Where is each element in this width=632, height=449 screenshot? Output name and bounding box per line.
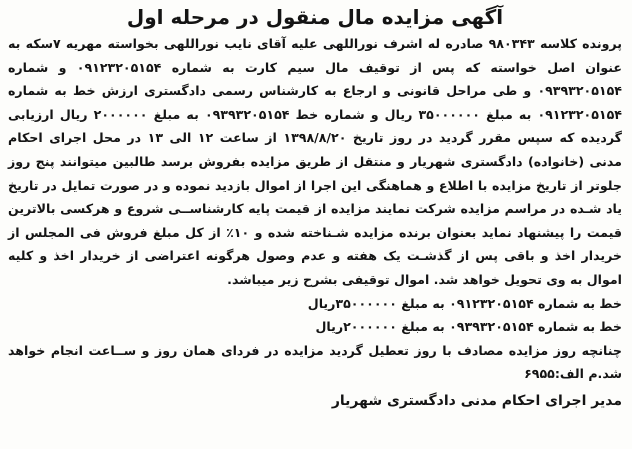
- notice-body: پرونده کلاسه ۹۸۰۳۴۳ صادره له اشرف نوراللهی علیه آقای نایب نوراللهی بخواسته مهریه ۷سکه به عنوان اصل خواسته که پس از توقیف مال سیم کارت به شماره ۰۹۱۲۳۲۰۵۱۵۴ و شماره ۰۹۳۹۳۲۰۵۱۵۴ و طی مراحل قانونی و ارجاع به کارشناس رسمی دادگستری ارزش خط به شماره ۰۹۱۲۳۲۰۵۱۵۴ به مبلغ ۳۵۰۰۰۰۰۰ ریال و شماره خط ۰۹۳۹۳۲۰۵۱۵۴ به مبلغ ۲۰۰۰۰۰۰ ریال ارزیابی گردیده که سپس مقرر گردید در روز تاریخ ۱۳۹۸/۸/۲۰ از ساعت ۱۲ الی ۱۳ در محل اجرای احکام مدنی (خانواده) دادگستری شهریار و منتقل از طریق مزایده بفروش برسد طالبین میتوانند پنج روز جلوتر از تاریخ مزایده با اطلاع و هماهنگی این اجرا از اموال بازدید نموده و در صورت تمایل در تاریخ یاد شـده در مراسم مزایده شرکت نمایند مزایده از قیمت پایه کارشناســی شروع و هرکسی بالاترین قیمت را پیشنهاد نماید بعنوان برنده مزایده شـناخته شده و ۱۰٪ از کل مبلغ فروش فی المجلس از خریدار اخذ و باقی پس از گذشـت یک هفته و عدم وصول هرگونه اعتراضی از خریدار اخذ و کلیه اموال به وی تحویل خواهد شد. اموال توقیفی بشرح زیر میباشد.: [8, 36, 622, 287]
- seized-item-line-1: خط به شماره ۰۹۱۲۳۲۰۵۱۵۴ به مبلغ ۳۵۰۰۰۰۰۰ریال: [307, 295, 622, 311]
- notice-title: آگهی مزایده مال منقول در مرحله اول: [126, 5, 504, 29]
- holiday-clause: چنانچه روز مزایده مصادف با روز تعطیل گردید مزایده در فردای همان روز و ســاعت انجام خواهد شد.م الف:۶۹۵۵: [8, 342, 622, 382]
- seized-item-line-2: خط به شماره ۰۹۳۹۳۲۰۵۱۵۴ به مبلغ ۲۰۰۰۰۰۰ریال: [315, 319, 622, 335]
- signature: مدیر اجرای احکام مدنی دادگستری شهریار: [331, 392, 622, 409]
